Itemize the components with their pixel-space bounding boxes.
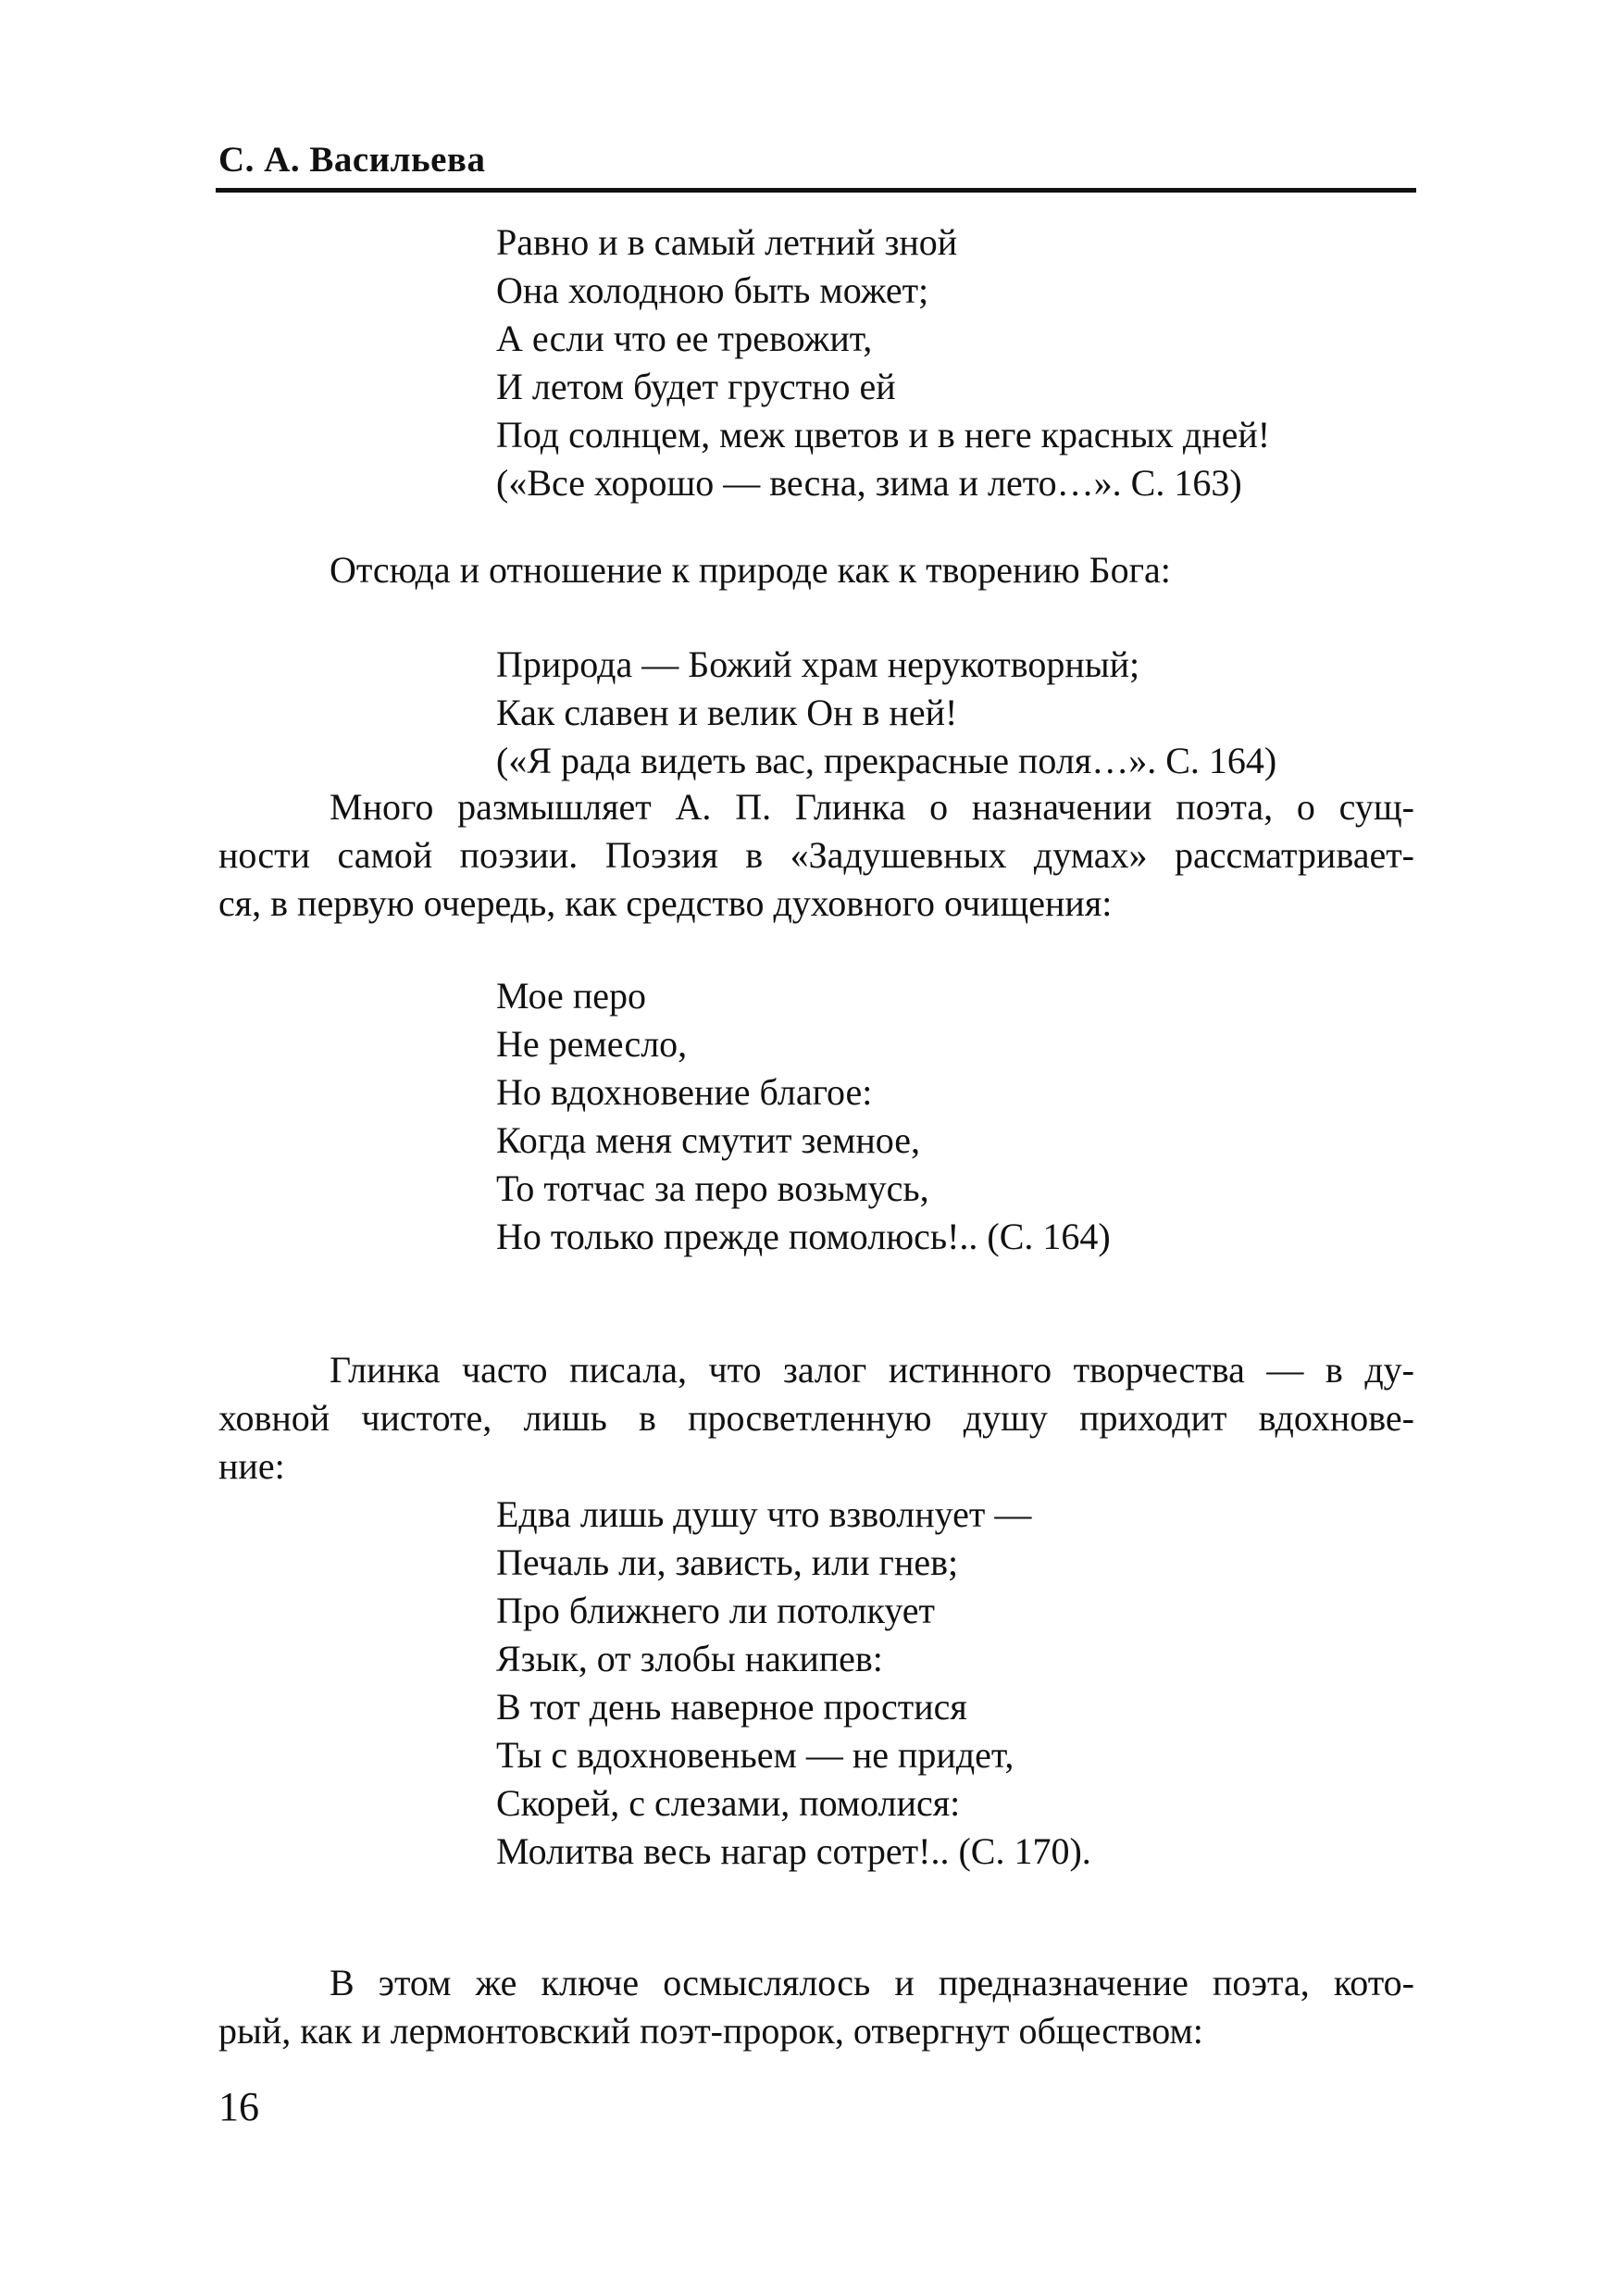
verse-line: Равно и в самый летний зной [496,221,958,263]
paragraph-line: ховной чистоте, лишь в просветленную душу приходит вдохнове- [218,1397,1414,1439]
verse-citation: Молитва весь нагар сотрет!.. (С. 170). [496,1830,1091,1872]
paragraph-line: ние: [218,1445,285,1487]
verse-line: Едва лишь душу что взволнует — [496,1493,1032,1535]
paragraph-line: Много размышляет А. П. Глинка о назначении поэта, о сущ- [330,786,1414,828]
paragraph-line: В этом же ключе осмыслялось и предназначение поэта, кото- [330,1962,1414,2003]
verse-quote-4 [496,1491,1091,1876]
verse-line: А если что ее тревожит, [496,318,873,359]
verse-line: Ты с вдохновеньем — не придет, [496,1734,1014,1776]
verse-line: Природа — Божий храм нерукотворный; [496,643,1140,685]
verse-quote-1 [496,218,1270,507]
verse-line: Мое перо [496,975,646,1017]
paragraph-line: рый, как и лермонтовский поэт-пророк, отвергнут обществом: [218,2010,1203,2052]
verse-line: Как славен и велик Он в ней! [496,692,958,733]
paragraph-line: ся, в первую очередь, как средство духовного очищения: [218,882,1113,924]
header-divider [216,188,1416,193]
paragraph-1 [218,546,1414,594]
verse-citation: («Все хорошо — весна, зима и лето…». С. 163) [496,462,1242,504]
paragraph-line: Отсюда и отношение к природе как к творению Бога: [330,549,1171,591]
verse-citation: («Я рада видеть вас, прекрасные поля…». С. 164) [496,740,1277,781]
verse-line: В тот день наверное простися [496,1686,967,1728]
verse-line: Скорей, с слезами, помолися: [496,1782,961,1824]
verse-line: Когда меня смутит земное, [496,1119,921,1161]
verse-line: Под солнцем, меж цветов и в неге красных дней! [496,414,1271,455]
verse-line: Не ремесло, [496,1023,688,1065]
verse-line: И летом будет грустно ей [496,366,896,407]
verse-quote-2 [496,641,1276,785]
paragraph-2 [218,783,1414,928]
verse-line: Про ближнего ли потолкует [496,1590,936,1631]
verse-line: Язык, от злобы накипев: [496,1638,883,1679]
paragraph-line: ности самой поэзии. Поэзия в «Задушевных думах» рассматривает- [218,834,1414,876]
paragraph-3 [218,1346,1414,1491]
verse-quote-3 [496,972,1111,1261]
verse-line: Но вдохновение благое: [496,1071,873,1113]
verse-line: То тотчас за перо возьмусь, [496,1167,929,1209]
verse-line: Печаль ли, зависть, или гнев; [496,1541,959,1583]
paragraph-4 [218,1959,1414,2055]
running-header-author: С. А. Васильева [218,140,486,180]
page-number: 16 [218,2084,259,2129]
paragraph-line: Глинка часто писала, что залог истинного творчества — в ду- [330,1349,1414,1391]
verse-line: Она холодною быть может; [496,269,929,311]
verse-citation: Но только прежде помолюсь!.. (С. 164) [496,1216,1111,1257]
